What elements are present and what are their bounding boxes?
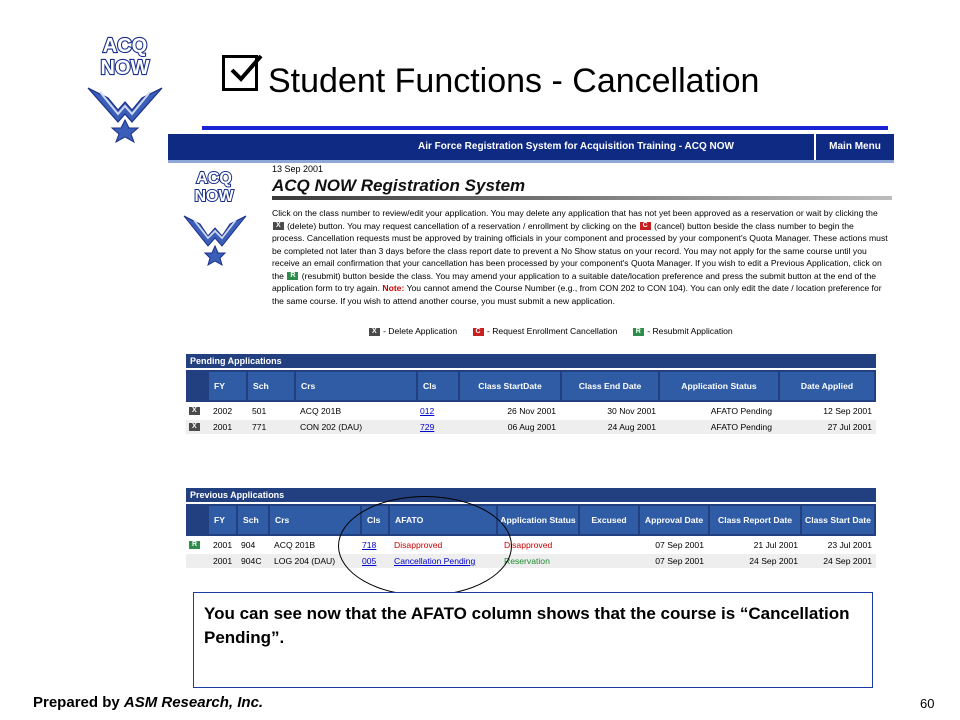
previous-row: [186, 554, 876, 568]
crs-cell: ACQ 201B: [274, 540, 316, 550]
pending-header-sch: Sch: [248, 372, 294, 400]
previous-table-title: Previous Applications: [186, 488, 876, 502]
previous-table-header: [186, 504, 876, 536]
highlight-oval: [338, 496, 512, 596]
sch-cell: 771: [252, 422, 267, 432]
instructions-part3: (cancel) button beside the class number to begin the process. Cancellation requests must be approved by training officials in your component and processed by your component's Quota Manager. These actions must be completed not later than 3 days before the class report date to prevent a No Show status on your record. You may not apply for the same course until you receive an email confirmation that your cancellation has been processed by your component's Quota Manager. If you wish to edit a Previous Application, click on the: [272, 220, 888, 281]
crs-cell: LOG 204 (DAU): [274, 556, 336, 566]
pending-header-start: Class StartDate: [460, 372, 560, 400]
sch-cell: 501: [252, 406, 267, 416]
app-header-bar: [168, 134, 894, 160]
instructions-part5: You cannot amend the Course Number (e.g., from CON 202 to CON 104). You can only edit the date / location preference for the same course. If you wish to attend another course, you must submit a new application.: [272, 283, 882, 306]
instructions-part1: Click on the class number to review/edit your application. You may delete any application that has not yet been approved as a reservation or wait by clicking the: [272, 208, 878, 218]
class-link[interactable]: 005: [362, 556, 377, 566]
delete-button[interactable]: X: [189, 407, 200, 415]
header-underline: [168, 160, 894, 163]
previous-header-status: Application Status: [498, 506, 578, 534]
pending-table-header: [186, 370, 876, 402]
approval-cell: 07 Sep 2001: [655, 540, 704, 550]
note-label: Note:: [382, 283, 405, 293]
previous-header-afato: AFATO: [390, 506, 496, 534]
previous-header-sch: Sch: [238, 506, 268, 534]
system-title: ACQ NOW Registration System: [272, 176, 526, 195]
approval-cell: 07 Sep 2001: [655, 556, 704, 566]
crs-cell: ACQ 201B: [300, 406, 342, 416]
legend-delete-label: - Delete Application: [383, 326, 458, 336]
acq-now-slide-logo: [82, 30, 168, 146]
fy-cell: 2002: [213, 406, 233, 416]
afato-cell: Disapproved: [394, 540, 443, 550]
acq-now-app-logo: [180, 166, 250, 274]
legend-resubmit-icon: R: [633, 328, 644, 336]
end-cell: 24 Aug 2001: [607, 422, 656, 432]
afato-link[interactable]: Cancellation Pending: [394, 556, 476, 566]
start-cell: 26 Nov 2001: [507, 406, 556, 416]
instructions-text: [272, 207, 888, 307]
instructions-part4: (resubmit) button beside the class. You may amend your application to a suitable date/location preference and press the submit button at the end of the application form to try again.: [272, 270, 877, 293]
button-legend: [368, 326, 733, 336]
applied-cell: 27 Jul 2001: [827, 422, 872, 432]
air-force-wings-icon: [88, 88, 162, 142]
pending-header-crs: Crs: [296, 372, 416, 400]
pending-row: [186, 420, 876, 434]
class-start-cell: 23 Jul 2001: [827, 540, 872, 550]
legend-cancel-icon: C: [473, 328, 484, 336]
pending-header-fy: FY: [209, 372, 246, 400]
class-link[interactable]: 729: [420, 422, 435, 432]
footer-company: ASM Research, Inc.: [123, 694, 264, 711]
pending-row: [186, 404, 876, 418]
pending-header-end: Class End Date: [562, 372, 658, 400]
air-force-wings-icon: [184, 216, 246, 265]
status-cell: Reservation: [504, 556, 550, 566]
previous-header-approval: Approval Date: [640, 506, 708, 534]
system-title-rule: [272, 196, 892, 200]
footer-prefix: Prepared by: [33, 694, 124, 711]
legend-resubmit-label: - Resubmit Application: [647, 326, 733, 336]
end-cell: 30 Nov 2001: [607, 406, 656, 416]
pending-table-title: Pending Applications: [186, 354, 876, 368]
status-cell: Disapproved: [504, 540, 553, 550]
sch-cell: 904: [241, 540, 256, 550]
crs-cell: CON 202 (DAU): [300, 422, 363, 432]
class-link[interactable]: 012: [420, 406, 435, 416]
delete-button[interactable]: X: [189, 423, 200, 431]
pending-header-cls: Cls: [418, 372, 458, 400]
logo-line2: NOW: [100, 57, 150, 79]
previous-header-cls: Cls: [362, 506, 388, 534]
logo-line1: ACQ: [102, 35, 148, 57]
checkbox-bullet-icon: [222, 55, 258, 91]
footer-credit: [33, 694, 263, 711]
app-logo-line2: NOW: [194, 188, 234, 205]
previous-header-start: Class Start Date: [802, 506, 874, 534]
pending-header-status: Application Status: [660, 372, 778, 400]
resubmit-button[interactable]: R: [189, 541, 200, 549]
fy-cell: 2001: [213, 422, 233, 432]
class-start-cell: 24 Sep 2001: [823, 556, 872, 566]
pending-header-applied: Date Applied: [780, 372, 874, 400]
previous-header-fy: FY: [209, 506, 236, 534]
slide-title: Student Functions - Cancellation: [268, 62, 760, 100]
sch-cell: 904C: [241, 556, 262, 566]
report-cell: 24 Sep 2001: [749, 556, 798, 566]
fy-cell: 2001: [213, 540, 233, 550]
previous-header-excused: Excused: [580, 506, 638, 534]
class-link[interactable]: 718: [362, 540, 377, 550]
previous-header-crs: Crs: [270, 506, 360, 534]
resubmit-icon: R: [287, 272, 298, 280]
app-header-title: Air Force Registration System for Acquisition Training - ACQ NOW: [418, 141, 734, 152]
app-screenshot: [168, 130, 894, 585]
cancel-icon: C: [640, 222, 651, 230]
legend-cancel-label: - Request Enrollment Cancellation: [486, 326, 618, 336]
previous-row: [186, 538, 876, 552]
callout-box: [193, 592, 873, 688]
legend-delete-icon: X: [369, 328, 380, 336]
page-number: 60: [920, 696, 935, 711]
status-cell: AFATO Pending: [710, 422, 772, 432]
delete-icon: X: [273, 222, 284, 230]
main-menu-button[interactable]: Main Menu: [814, 134, 894, 160]
callout-text: You can see now that the AFATO column shows that the course is “Cancellation Pending”.: [204, 604, 850, 647]
previous-header-report: Class Report Date: [710, 506, 800, 534]
status-cell: AFATO Pending: [710, 406, 772, 416]
app-logo-line1: ACQ: [196, 170, 232, 187]
start-cell: 06 Aug 2001: [507, 422, 556, 432]
current-date: 13 Sep 2001: [272, 164, 324, 174]
applied-cell: 12 Sep 2001: [823, 406, 872, 416]
instructions-part2: (delete) button. You may request cancellation of a reservation / enrollment by clicking on the: [287, 220, 637, 231]
fy-cell: 2001: [213, 556, 233, 566]
report-cell: 21 Jul 2001: [753, 540, 798, 550]
